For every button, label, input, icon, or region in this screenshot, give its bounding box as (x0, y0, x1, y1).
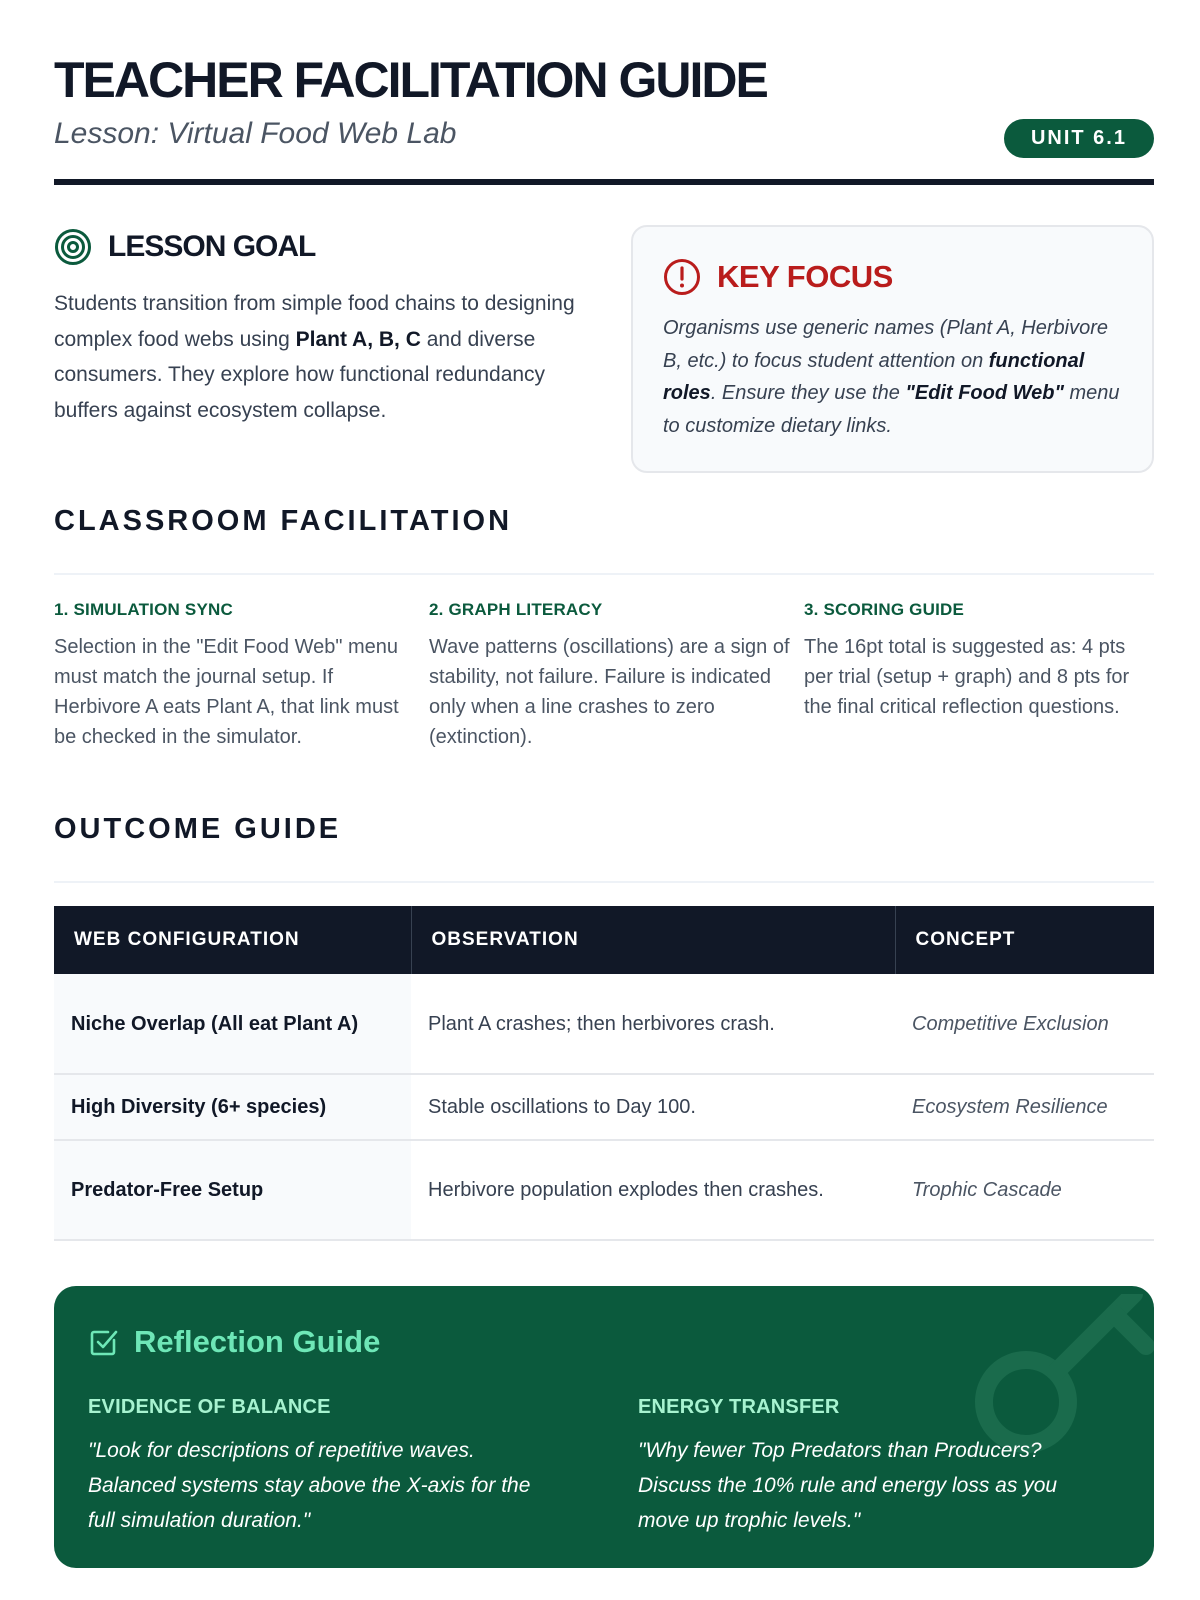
observation-cell: Herbivore population explodes then crashes. (411, 1140, 895, 1240)
key-focus-header (663, 258, 1122, 296)
facilitation-column (54, 600, 429, 752)
table-row (54, 1140, 1154, 1240)
config-cell: Niche Overlap (All eat Plant A) (54, 974, 411, 1074)
reflection-heading: ENERGY TRANSFER (638, 1396, 840, 1418)
lesson-goal-title: LESSON GOAL (108, 230, 316, 263)
alert-circle-icon (663, 258, 701, 296)
header-divider (54, 179, 1154, 185)
reflection-header (88, 1324, 380, 1360)
key-focus-text: Organisms use generic names (Plant A, Herbivore B, etc.) to focus student attention on functional roles. Ensure they use the "Edit Food Web" menu to customize dietary links. (663, 317, 1120, 437)
key-focus-title: KEY FOCUS (717, 259, 893, 294)
column-header: OBSERVATION (411, 906, 895, 974)
table-row (54, 974, 1154, 1074)
concept-cell: Trophic Cascade (895, 1140, 1154, 1240)
table-header-row (54, 906, 1154, 974)
reflection-prompt: "Look for descriptions of repetitive waves. Balanced systems stay above the X-axis for the full simulation duration." (88, 1439, 531, 1532)
concept-cell: Competitive Exclusion (895, 974, 1154, 1074)
unit-badge: UNIT 6.1 (1004, 119, 1154, 158)
reflection-heading: EVIDENCE OF BALANCE (88, 1396, 331, 1418)
plant-names: Plant A, B, C (295, 327, 421, 351)
facilitation-column (804, 600, 1154, 752)
outcome-section-title: OUTCOME GUIDE (54, 813, 342, 845)
checkbox-icon (88, 1326, 120, 1358)
reflection-title: Reflection Guide (134, 1324, 381, 1359)
facilitation-section-title: CLASSROOM FACILITATION (54, 505, 513, 537)
column-text: Wave patterns (oscillations) are a sign of stability, not failure. Failure is indicated only when a line crashes to zero (extinction). (429, 636, 790, 748)
observation-cell: Stable oscillations to Day 100. (411, 1074, 895, 1140)
column-text: Selection in the "Edit Food Web" menu must match the journal setup. If Herbivore A eats Plant A, that link must be checked in the simulator. (54, 636, 399, 748)
page-title: TEACHER FACILITATION GUIDE (54, 52, 767, 108)
facilitation-divider (54, 573, 1154, 575)
outcome-table (54, 906, 1154, 1241)
observation-cell: Plant A crashes; then herbivores crash. (411, 974, 895, 1074)
lesson-goal-text: Students transition from simple food chains to designing complex food webs using Plant A, B, C and diverse consumers. They explore how functional redundancy buffers against ecosystem collapse. (54, 292, 575, 422)
facilitation-column (429, 600, 804, 752)
reflection-prompt: "Why fewer Top Predators than Producers? Discuss the 10% rule and energy loss as you move up trophic levels." (638, 1439, 1058, 1532)
column-heading: 3. SCORING GUIDE (804, 600, 965, 619)
config-cell: High Diversity (6+ species) (54, 1074, 411, 1140)
column-text: The 16pt total is suggested as: 4 pts per trial (setup + graph) and 8 pts for the final critical reflection questions. (804, 636, 1130, 718)
config-cell: Predator-Free Setup (54, 1140, 411, 1240)
concept-cell: Ecosystem Resilience (895, 1074, 1154, 1140)
outcome-divider (54, 881, 1154, 883)
column-heading: 1. SIMULATION SYNC (54, 600, 233, 619)
facilitation-columns (54, 600, 1154, 752)
reflection-guide-card (54, 1286, 1154, 1568)
reflection-column (638, 1396, 1108, 1538)
column-heading: 2. GRAPH LITERACY (429, 600, 603, 619)
table-row (54, 1074, 1154, 1140)
column-header: CONCEPT (895, 906, 1154, 974)
target-icon (54, 228, 92, 266)
key-focus-card (631, 225, 1154, 473)
lesson-subtitle: Lesson: Virtual Food Web Lab (54, 117, 457, 150)
lesson-goal-header (54, 228, 315, 266)
column-header: WEB CONFIGURATION (54, 906, 411, 974)
reflection-column (88, 1396, 558, 1538)
